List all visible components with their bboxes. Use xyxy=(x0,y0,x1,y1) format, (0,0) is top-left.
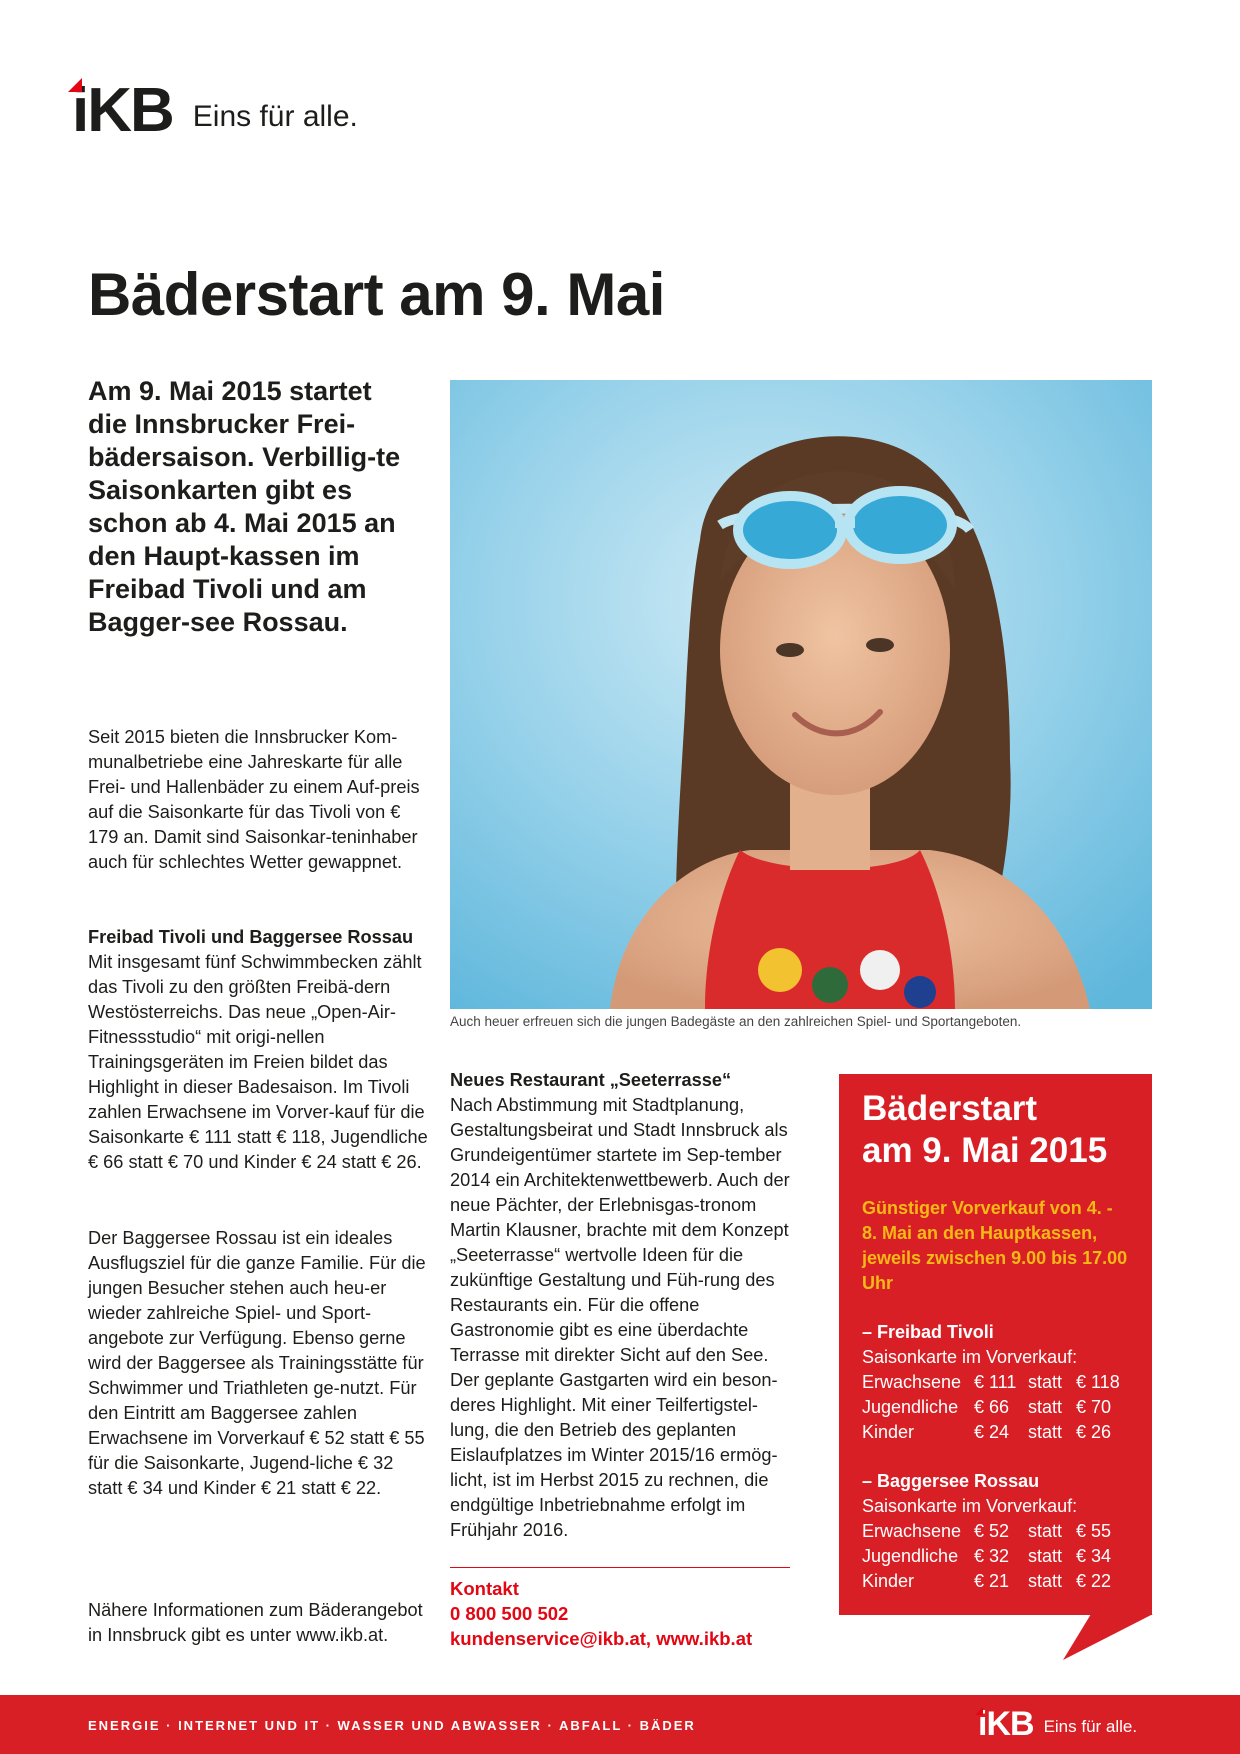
photo-caption: Auch heuer erfreuen sich die jungen Badegäste an den zahlreichen Spiel- und Sportangeboten. xyxy=(450,1014,1022,1029)
price-new: € 52 xyxy=(974,1521,1010,1541)
lead-paragraph: Am 9. Mai 2015 startet die Innsbrucker Frei-bädersaison. Verbillig-te Saisonkarten gibt es schon ab 4. Mai 2015 an den Haupt-kassen im Freibad Tivoli und am Bagger-see Rossau. xyxy=(88,376,401,637)
info-box xyxy=(839,1074,1152,1615)
logo-letters: iKB xyxy=(72,76,173,145)
price-old: € 70 xyxy=(1076,1397,1112,1417)
page-title: Bäderstart am 9. Mai xyxy=(88,261,665,328)
box-fold-icon xyxy=(1061,1614,1153,1660)
rossau-paragraph: Der Baggersee Rossau ist ein ideales Ausflugsziel für die ganze Familie. Für die jungen Besucher stehen auch heu-er wieder zahlreiche Spiel- und Sport-angebote zur Verfügung. Ebenso gerne wird der Baggersee als Trainingsstätte für Schwimmer und Triathleten ge-nutzt. Für den Eintritt am Baggersee zahlen Erwachsene im Vorverkauf € 52 statt € 55 für die Saisonkarte, Jugend-liche € 32 statt € 34 und Kinder € 21 statt € 22. xyxy=(88,1228,426,1498)
price-label: Erwachsene xyxy=(862,1521,962,1541)
rossau-prices-title: – Baggersee Rossau xyxy=(862,1471,1040,1491)
header-logo xyxy=(72,76,358,145)
price-label: Kinder xyxy=(862,1422,915,1442)
footer-ikb-logo-mark xyxy=(978,1707,1034,1741)
restaurant-section-text: Nach Abstimmung mit Stadtplanung, Gestaltungsbeirat und Stadt Innsbruck als Grundeigentümer startete im Sep-tember 2014 ein Architektenwettbewerb. Auch der neue Pächter, der Erlebnisgas-tronom Martin Klausner, brachte mit dem Konzept „Seeterrasse“ wertvolle Ideen für die zukünftige Gestaltung und Füh-rung des Restaurants ein. Für die offene Gastronomie gibt es eine überdachte Terrasse mit direkter Sicht auf den See. Der geplante Gastgarten wird ein beson-deres Highlight. Mit einer Teilfertigstel-lung, die den Betrieb des geplanten Eislaufplatzes im Winter 2015/16 ermög-licht, ist im Herbst 2015 zu rechnen, die endgültige Inbetriebnahme erfolgt im Frühjahr 2016. xyxy=(450,1095,790,1540)
price-new: € 66 xyxy=(974,1397,1010,1417)
price-new: € 24 xyxy=(974,1422,1010,1442)
price-new: € 32 xyxy=(974,1546,1010,1566)
price-statt: statt xyxy=(1028,1422,1063,1442)
price-statt: statt xyxy=(1028,1372,1063,1392)
footer-logo xyxy=(978,1707,1137,1741)
price-new: € 21 xyxy=(974,1571,1010,1591)
more-info-paragraph: Nähere Informationen zum Bäderangebot in Innsbruck gibt es unter www.ikb.at. xyxy=(88,1600,423,1645)
table-row xyxy=(862,1395,1120,1420)
info-box-title-line2: am 9. Mai 2015 xyxy=(862,1131,1108,1170)
table-row xyxy=(862,1519,1111,1544)
tivoli-price-table xyxy=(862,1370,1120,1445)
price-old: € 22 xyxy=(1076,1571,1112,1591)
girl-with-goggles-photo xyxy=(450,380,1152,1009)
table-row xyxy=(862,1544,1111,1569)
footer-tagline: Eins für alle. xyxy=(1043,1717,1138,1736)
table-row xyxy=(862,1569,1111,1594)
restaurant-section xyxy=(450,1068,795,1543)
contact-divider xyxy=(450,1567,790,1568)
rossau-price-table xyxy=(862,1519,1111,1594)
contact-web[interactable]: kundenservice@ikb.at, www.ikb.at xyxy=(450,1628,753,1649)
price-old: € 118 xyxy=(1076,1372,1120,1392)
info-box-title-line1: Bäderstart xyxy=(862,1089,1038,1128)
price-new: € 111 xyxy=(974,1372,1017,1392)
footer-logo-letters: iKB xyxy=(978,1705,1034,1743)
price-label: Kinder xyxy=(862,1571,915,1591)
intro-paragraph: Seit 2015 bieten die Innsbrucker Kom-munalbetriebe eine Jahreskarte für alle Frei- und Hallenbäder zu einem Auf-preis auf die Saisonkarte für das Tivoli von € 179 an. Damit sind Saisonkar-teninhaber auch für schlechtes Wetter gewappnet. xyxy=(88,727,420,872)
tivoli-prices xyxy=(862,1320,1130,1445)
rossau-prices-subtitle: Saisonkarte im Vorverkauf: xyxy=(862,1496,1078,1516)
price-old: € 34 xyxy=(1076,1546,1112,1566)
price-label: Jugendliche xyxy=(862,1546,959,1566)
tivoli-section-text: Mit insgesamt fünf Schwimmbecken zählt das Tivoli zu den größten Freibä-dern Westösterreichs. Das neue „Open-Air-Fitnessstudio“ mit origi-nellen Trainingsgeräten im Freien bildet das Highlight in dieser Badesaison. Im Tivoli zahlen Erwachsene im Vorver-kauf für die Saisonkarte € 111 statt € 118, Jugendliche € 66 statt € 70 und Kinder € 24 statt € 26. xyxy=(88,952,428,1172)
contact-block xyxy=(450,1576,752,1651)
tivoli-section-title: Freibad Tivoli und Baggersee Rossau xyxy=(88,927,414,947)
header-tagline: Eins für alle. xyxy=(192,100,358,133)
price-statt: statt xyxy=(1028,1397,1063,1417)
presale-offer: Günstiger Vorverkauf von 4. - 8. Mai an den Hauptkassen, jeweils zwischen 9.00 bis 17.00 Uhr xyxy=(862,1198,1128,1293)
table-row xyxy=(862,1420,1120,1445)
price-old: € 55 xyxy=(1076,1521,1112,1541)
tivoli-prices-subtitle: Saisonkarte im Vorverkauf: xyxy=(862,1347,1078,1367)
tivoli-prices-title: – Freibad Tivoli xyxy=(862,1322,994,1342)
restaurant-section-title: Neues Restaurant „Seeterrasse“ xyxy=(450,1070,732,1090)
contact-title: Kontakt xyxy=(450,1578,519,1599)
footer-logo-accent-icon xyxy=(975,1707,983,1715)
ikb-logo-mark xyxy=(72,76,173,145)
price-statt: statt xyxy=(1028,1521,1063,1541)
rossau-prices xyxy=(862,1469,1130,1594)
tivoli-section xyxy=(88,925,428,1175)
price-statt: statt xyxy=(1028,1546,1063,1566)
price-label: Jugendliche xyxy=(862,1397,959,1417)
price-statt: statt xyxy=(1028,1571,1063,1591)
info-box-title xyxy=(862,1088,1130,1172)
table-row xyxy=(862,1370,1120,1395)
price-label: Erwachsene xyxy=(862,1372,962,1392)
contact-phone[interactable]: 0 800 500 502 xyxy=(450,1603,569,1624)
footer-services: ENERGIE · INTERNET UND IT · WASSER UND ABWASSER · ABFALL · BÄDER xyxy=(88,1718,696,1733)
logo-accent-icon xyxy=(68,78,82,92)
price-old: € 26 xyxy=(1076,1422,1112,1442)
